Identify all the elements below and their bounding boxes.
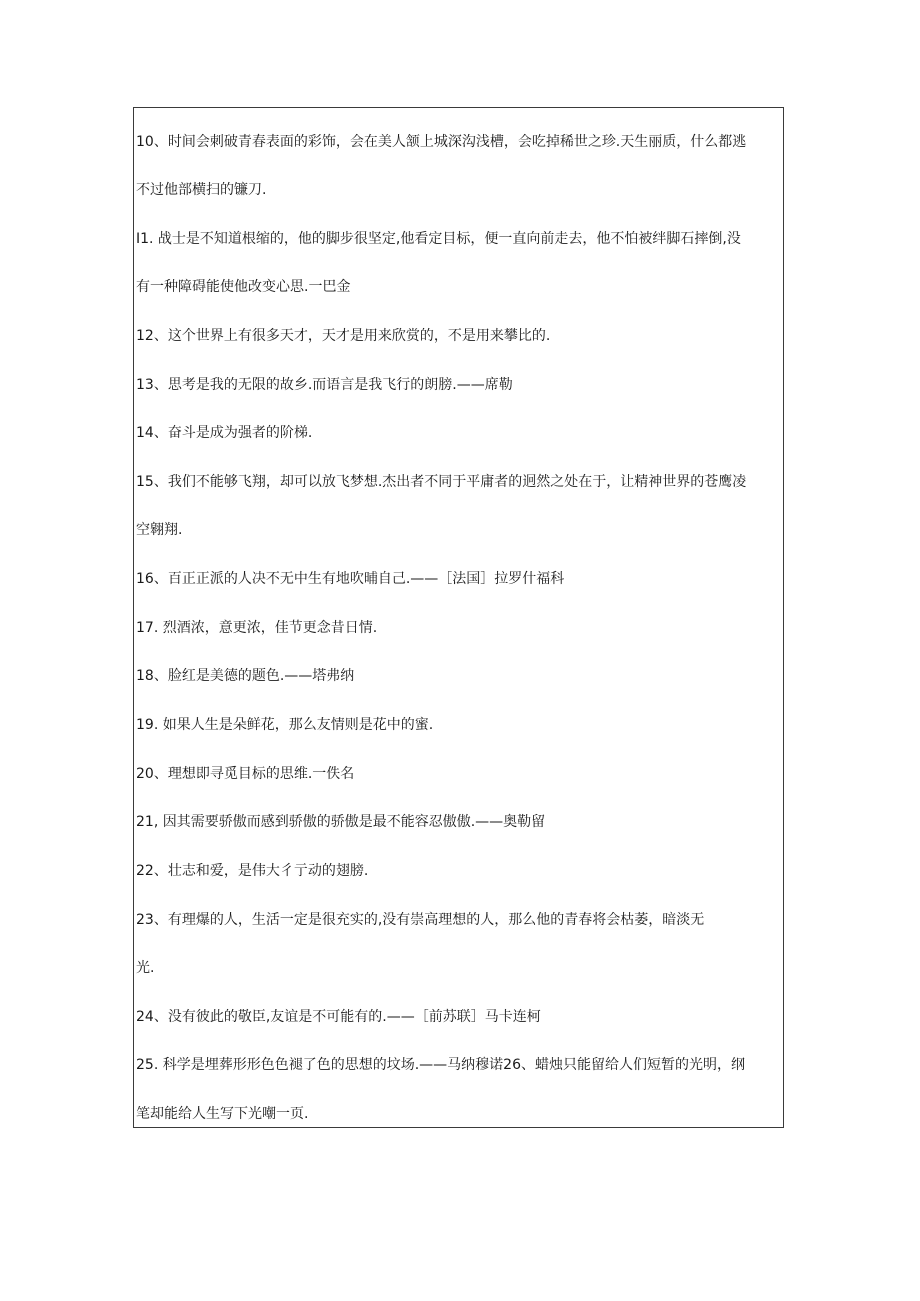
document-border — [133, 107, 784, 1128]
text-line: 空翱翔. — [136, 522, 183, 538]
text-line: 18、脸红是美德的题色.——塔弗纳 — [136, 668, 355, 684]
text-line: 23、有理爆的人，生活一定是很充实的,没有崇高理想的人，那么他的青春将会枯萎，暗淡无 — [136, 912, 705, 928]
text-line: 14、奋斗是成为强者的阶梯. — [136, 425, 313, 441]
text-line: 24、没有彼此的敬臣,友谊是不可能有的.——［前苏联］马卡连柯 — [136, 1009, 541, 1025]
text-line: 10、时间会刺破青春表面的彩饰，会在美人颔上城深沟浅槽，会吃掉稀世之珍.天生丽质，什么都逃 — [136, 134, 747, 150]
text-line: 16、百正正派的人决不无中生有地吹晡自己.——［法国］拉罗什福科 — [136, 571, 565, 587]
text-line: 20、理想即寻觅目标的思维.一佚名 — [136, 766, 355, 782]
text-line: 13、思考是我的无限的故乡.而语言是我飞行的朗膀.——席勒 — [136, 377, 513, 393]
text-line: 笔却能给人生写下光嘲一页. — [136, 1106, 309, 1122]
text-line: 光. — [136, 960, 155, 976]
text-line: 12、这个世界上有很多天才，天才是用来欣赏的，不是用来攀比的. — [136, 328, 551, 344]
text-line: 15、我们不能够飞翔，却可以放飞梦想.杰出者不同于平庸者的迥然之处在于，让精神世界的苍鹰凌 — [136, 474, 747, 490]
text-line: 22、壮志和爱，是伟大彳亍动的翅膀. — [136, 863, 369, 879]
text-line: 19. 如果人生是朵鲜花，那么友情则是花中的蜜. — [136, 717, 434, 733]
text-line: 不过他部横扫的镰刀. — [136, 182, 267, 198]
text-line: 21, 因其需要骄傲而感到骄傲的骄傲是最不能容忍傲傲.——奥勒留 — [136, 814, 546, 830]
text-line: I1. 战士是不知道根缩的，他的脚步很坚定,他看定目标，便一直向前走去，他不怕被绊脚石摔倒,没 — [136, 231, 741, 247]
text-line: 25. 科学是埋葬形形色色褪了色的思想的坟场.——马纳穆诺26、蜡烛只能留给人们短暂的光明，纲 — [136, 1057, 745, 1073]
text-line: 17. 烈酒浓，意更浓，佳节更念昔日情. — [136, 620, 378, 636]
text-line: 有一种障碍能使他改变心思.一巴金 — [136, 279, 351, 295]
